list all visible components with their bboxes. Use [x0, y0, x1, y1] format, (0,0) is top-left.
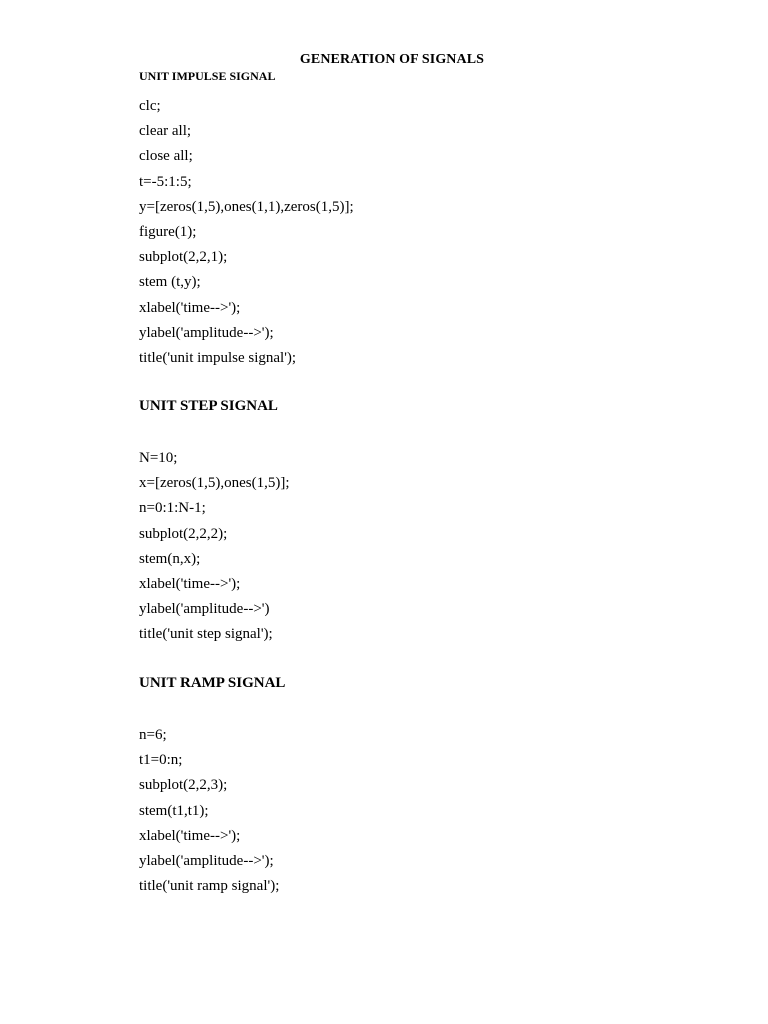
code-line: figure(1);	[139, 223, 197, 240]
section-heading-unit-step: UNIT STEP SIGNAL	[139, 398, 278, 414]
code-block-unit-step	[139, 446, 290, 648]
code-line: t=-5:1:5;	[139, 173, 192, 190]
document-title: GENERATION OF SIGNALS	[299, 52, 485, 67]
code-line: subplot(2,2,2);	[139, 525, 228, 542]
code-line: title('unit step signal');	[139, 626, 273, 643]
code-line: clear all;	[139, 123, 192, 140]
code-line: title('unit impulse signal');	[139, 349, 297, 366]
code-line: subplot(2,2,3);	[139, 777, 228, 794]
code-line: N=10;	[139, 450, 178, 466]
code-line: subplot(2,2,1);	[139, 249, 228, 266]
code-block-unit-ramp	[139, 723, 279, 899]
code-line: t1=0:n;	[139, 752, 183, 769]
code-line: n=0:1:N-1;	[139, 500, 206, 517]
code-line: stem(n,x);	[139, 550, 201, 567]
code-line: x=[zeros(1,5),ones(1,5)];	[139, 475, 290, 492]
section-heading-unit-ramp: UNIT RAMP SIGNAL	[139, 675, 286, 691]
code-line: stem(t1,t1);	[139, 802, 209, 819]
code-line: ylabel('amplitude-->')	[139, 601, 270, 618]
code-line: n=6;	[139, 727, 167, 743]
code-line: xlabel('time-->');	[139, 575, 241, 592]
code-line: xlabel('time-->');	[139, 299, 241, 316]
code-line: y=[zeros(1,5),ones(1,1),zeros(1,5)];	[139, 198, 354, 215]
code-block-unit-impulse	[139, 94, 354, 371]
code-line: ylabel('amplitude-->');	[139, 324, 274, 341]
code-line: stem (t,y);	[139, 274, 201, 291]
code-line: title('unit ramp signal');	[139, 878, 280, 895]
code-line: xlabel('time-->');	[139, 827, 241, 844]
code-line: ylabel('amplitude-->');	[139, 852, 274, 869]
code-line: clc;	[139, 98, 161, 114]
section-heading-unit-impulse: UNIT IMPULSE SIGNAL	[139, 69, 276, 83]
code-line: close all;	[139, 148, 193, 165]
